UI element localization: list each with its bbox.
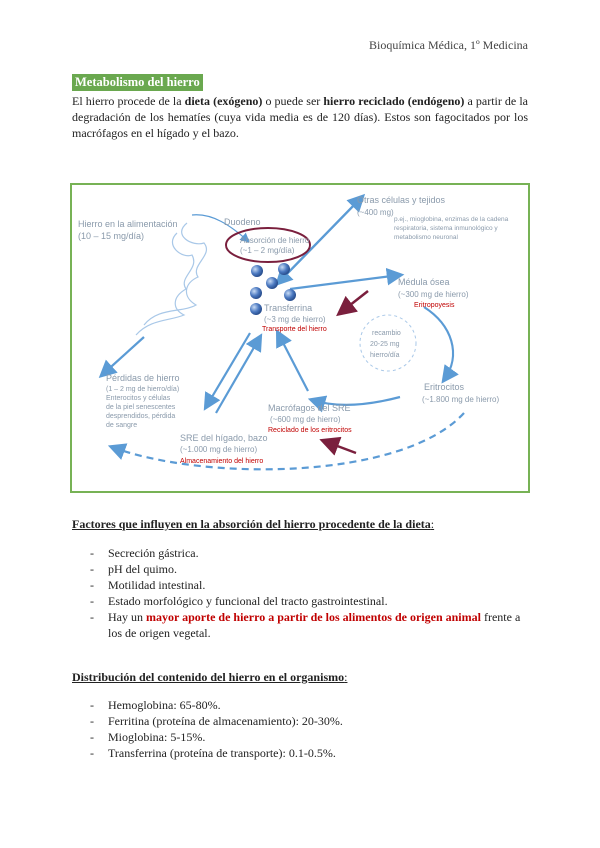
label-recambio-3: hierro/día bbox=[370, 352, 400, 359]
diagram-svg bbox=[72, 185, 528, 491]
label-medula-val: (~300 mg de hierro) bbox=[398, 290, 469, 299]
label-transferrina-role: Transporte del hierro bbox=[262, 326, 327, 333]
label-absorcion: Absorción de hierro bbox=[240, 236, 310, 245]
label-medula: Médula ósea bbox=[398, 277, 450, 287]
label-macrofagos-val: (~600 mg de hierro) bbox=[270, 415, 341, 424]
label-perdidas-val: (1 – 2 mg de hierro/día) bbox=[106, 386, 180, 393]
label-perdidas: Pérdidas de hierro bbox=[106, 373, 180, 383]
section-heading: Metabolismo del hierro bbox=[72, 74, 203, 91]
label-absorcion-val: (~1 – 2 mg/día) bbox=[240, 246, 295, 255]
factores-list bbox=[90, 545, 530, 641]
list-item: - Mioglobina: 5-15%. bbox=[90, 729, 530, 745]
label-perdidas-desc-3: desprendidos, pérdida bbox=[106, 413, 176, 420]
label-alimentacion: Hierro en la alimentación bbox=[78, 219, 178, 229]
label-eritrocitos: Eritrocitos bbox=[424, 382, 465, 392]
list-item: - Estado morfológico y funcional del tracto gastrointestinal. bbox=[90, 593, 530, 609]
label-alimentacion-val: (10 – 15 mg/día) bbox=[78, 231, 145, 241]
label-macrofagos: Macrófagos del SRE bbox=[268, 403, 351, 413]
list-item: - Hemoglobina: 65-80%. bbox=[90, 697, 530, 713]
list-item: - Ferritina (proteína de almacenamiento): 20-30%. bbox=[90, 713, 530, 729]
label-perdidas-desc-2: de la piel senescentes bbox=[106, 404, 176, 411]
label-eritrocitos-val: (~1.800 mg de hierro) bbox=[422, 395, 500, 404]
distribucion-list bbox=[90, 697, 530, 761]
label-transferrina-val: (~3 mg de hierro) bbox=[264, 315, 326, 324]
distribucion-colon: : bbox=[344, 670, 348, 684]
iron-particle bbox=[278, 263, 290, 275]
list-item bbox=[90, 609, 530, 641]
intro-reciclado: hierro reciclado (endógeno) bbox=[323, 94, 465, 108]
label-otras-desc-3: metabolismo neuronal bbox=[394, 234, 458, 241]
label-perdidas-desc-4: de sangre bbox=[106, 422, 138, 429]
label-sre-val: (~1.000 mg de hierro) bbox=[180, 445, 258, 454]
recycling-pointer bbox=[324, 441, 356, 453]
iron-particle bbox=[250, 303, 262, 315]
absorption-highlight bbox=[226, 228, 310, 262]
factores-colon: : bbox=[430, 517, 435, 531]
factores-heading bbox=[72, 517, 434, 532]
iron-particle bbox=[266, 277, 278, 289]
factores-last-b: frente a los de origen vegetal. bbox=[108, 610, 521, 640]
intro-text-1: El hierro procede de la bbox=[72, 94, 185, 108]
intro-paragraph bbox=[72, 93, 528, 141]
label-duodeno: Duodeno bbox=[224, 217, 261, 227]
label-transferrina: Transferrina bbox=[264, 303, 313, 313]
label-macrofagos-role: Reciclado de los eritrocitos bbox=[268, 427, 352, 434]
label-perdidas-desc-1: Enterocitos y células bbox=[106, 395, 171, 402]
list-item: - Transferrina (proteína de transporte): 0.1-0.5%. bbox=[90, 745, 530, 761]
intro-text-3: a partir de la degradación de los hematíes (cuya vida media es de 120 días). Estos son fagocitados por los macrófagos en el hígado y el bazo. bbox=[72, 94, 528, 140]
label-sre-role: Almacenamiento del hierro bbox=[180, 458, 264, 465]
list-item: - Motilidad intestinal. bbox=[90, 577, 530, 593]
factores-last-a: Hay un bbox=[108, 610, 146, 624]
label-otras-desc-2: respiratoria, sistema inmunológico y bbox=[394, 225, 498, 232]
label-medula-role: Eritropoyesis bbox=[414, 302, 455, 309]
transferrin-pointer bbox=[340, 291, 368, 313]
label-recambio-1: recambio bbox=[372, 330, 401, 337]
intro-dieta: dieta (exógeno) bbox=[184, 94, 263, 108]
iron-metabolism-diagram bbox=[70, 183, 530, 493]
page-header: Bioquímica Médica, 1º Medicina bbox=[368, 38, 528, 52]
iron-particle bbox=[250, 287, 262, 299]
iron-particle bbox=[284, 289, 296, 301]
label-otras-val: (~400 mg) bbox=[357, 208, 394, 217]
distribucion-heading bbox=[72, 670, 347, 685]
intro-text-2: o puede ser bbox=[262, 94, 324, 108]
label-recambio-2: 20-25 mg bbox=[370, 341, 400, 348]
factores-last-highlight: mayor aporte de hierro a partir de los alimentos de origen animal bbox=[146, 610, 481, 624]
iron-particle bbox=[251, 265, 263, 277]
label-otras-desc-1: p.ej., mioglobina, enzimas de la cadena bbox=[394, 216, 509, 223]
label-otras: Otras células y tejidos bbox=[357, 195, 446, 205]
list-item: - Secreción gástrica. bbox=[90, 545, 530, 561]
distribucion-title: Distribución del contenido del hierro en el organismo bbox=[72, 670, 345, 684]
intestine-shape bbox=[136, 215, 248, 335]
label-sre: SRE del hígado, bazo bbox=[180, 433, 268, 443]
list-item: - pH del quimo. bbox=[90, 561, 530, 577]
factores-title: Factores que influyen en la absorción del hierro procedente de la dieta bbox=[72, 517, 431, 531]
